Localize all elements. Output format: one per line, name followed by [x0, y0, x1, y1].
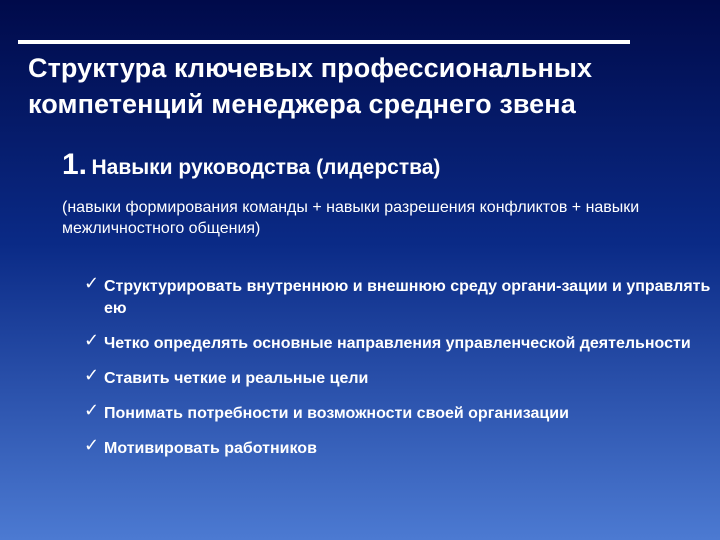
list-item	[84, 330, 714, 355]
checkmark-icon: ✓	[84, 435, 100, 456]
bullet-text: Ставить четкие и реальные цели	[104, 370, 369, 387]
checkmark-icon: ✓	[84, 400, 100, 421]
bullet-list	[84, 273, 714, 473]
list-item	[84, 435, 714, 460]
bullet-text: Структурировать внутреннюю и внешнюю среду органи-зации и управлять ею	[104, 278, 711, 317]
list-item	[84, 365, 714, 390]
section-number: 1.	[62, 148, 88, 181]
title-divider	[18, 40, 630, 44]
checkmark-icon: ✓	[84, 273, 100, 294]
checkmark-icon: ✓	[84, 365, 100, 386]
list-item	[84, 400, 714, 425]
bullet-text: Мотивировать работников	[104, 440, 317, 457]
slide-title: Структура ключевых профессиональных компетенций менеджера среднего звена	[28, 53, 593, 119]
bullet-text: Четко определять основные направления управленческой деятельности	[104, 335, 691, 352]
list-item	[84, 273, 714, 320]
checkmark-icon: ✓	[84, 330, 100, 351]
section-note: (навыки формирования команды + навыки разрешения конфликтов + навыки межличностного общения)	[62, 199, 640, 237]
section-heading	[62, 148, 440, 182]
bullet-text: Понимать потребности и возможности своей организации	[104, 405, 569, 422]
section-title: Навыки руководства (лидерства)	[91, 156, 441, 179]
